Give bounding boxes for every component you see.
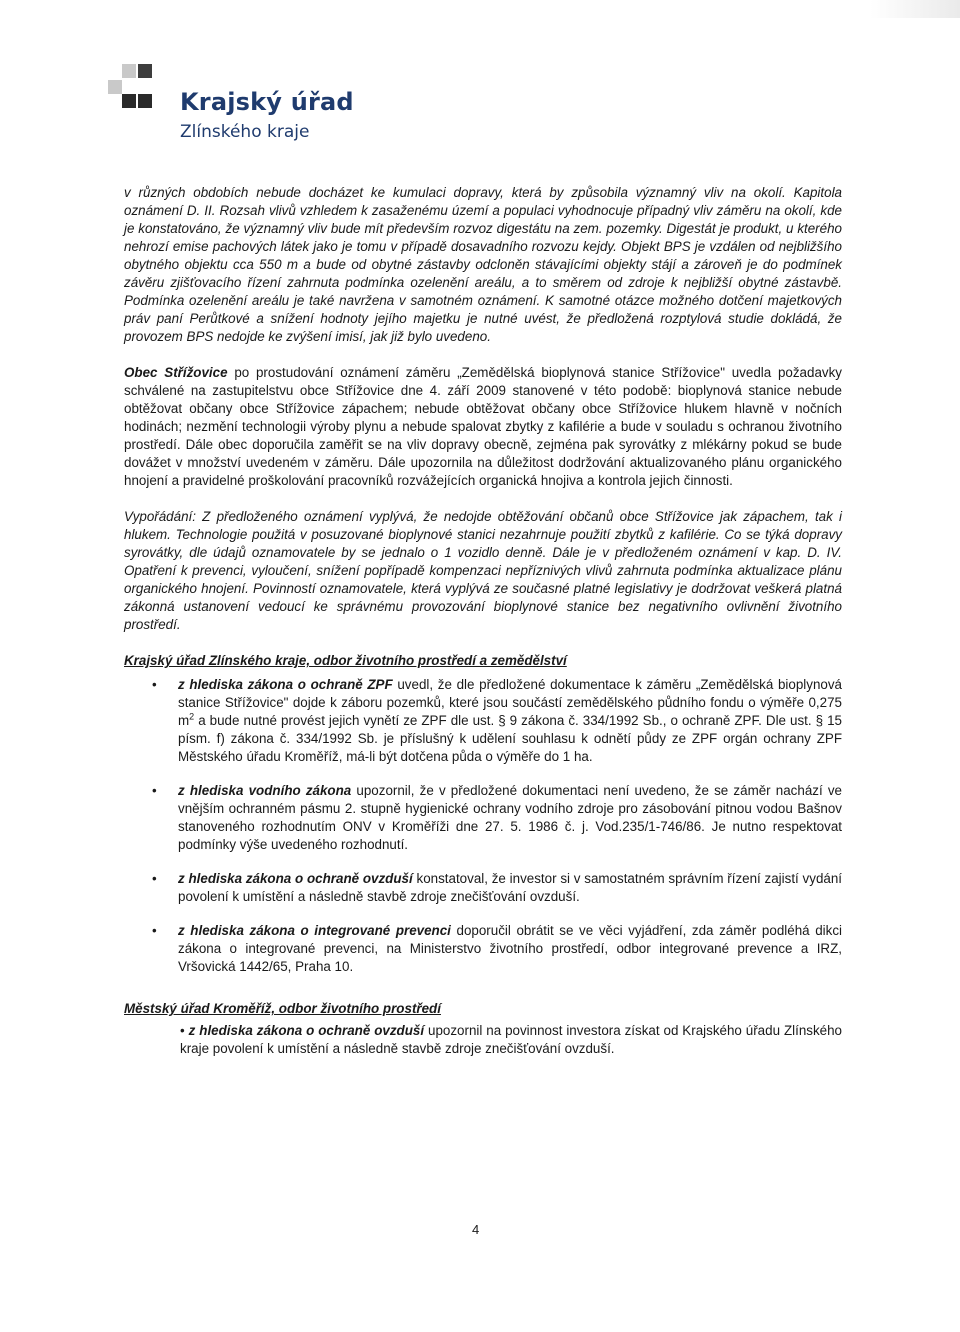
org-subtitle: Zlínského kraje [180, 122, 310, 142]
logo-squares-icon [108, 64, 168, 114]
bullet-icon: • [152, 677, 157, 692]
obec-text: po prostudování oznámení záměru „Zemědělská bioplynová stanice Střížovice" uvedla požadavky schválené na zastupitelstvu obce Střížovice dne 4. září 2009 stanovené v této podobě: bioplynová stanice nebude obtěžovat občany obce Střížovice zápachem; nebude obtěžovat občany obce Střížovice hlukem hlavně v nočních hodinách; nezmění technologii výroby plynu a nebude spalovat zbytky z kafilérie a bude v souladu s ochranou životního prostředí. Dále obec doporučila zaměřit se na vliv dopravy obecně, zejména pak syrovátky z mlékárny pokud se bude dovážet v množství uvedeném v záměru. Dále upozornila na důležitost dodržování aktualizovaného plánu organického hnojení a pravidelné proškolování pracovníků rozvážejících organická hnojiva a kontrola jejich činnosti. [124, 365, 842, 488]
intro-paragraph: v různých obdobích nebude docházet ke kumulaci dopravy, která by způsobila významný vliv na okolí. Kapitola oznámení D. II. Rozsah vlivů vzhledem k zasaženému území a populaci vyhodnocuje případný vliv záměru na okolí, kde je konstatováno, že významný vliv bude mít především rozvoz digestátu na zem. pozemky. Digestát je produkt, u kterého nehrozí emise pachových látek jako je tomu v případě dosavadního rozvozu kejdy. Objekt BPS je vzdálen od nejbližšího obytného objektu cca 550 m a bude od obytné zástavby odcloněn stávajícími objekty stájí a zároveň je do podmínek závěru zjišťovacího řízení zahrnuta podmínka ozelenění areálu, a to směrem od zdroje k nejbližší obytné zástavbě. Podmínka ozelenění areálu je také navržena v samotném oznámení. K samotné otázce možného dotčení majetkových práv paní Perůtkové a snížení hodnoty jejího majetku je nutné uvést, že předložená rozptylová studie dokládá, že provozem BPS nedojde ke zvýšení imisí, jak již bylo uvedeno. [124, 185, 842, 344]
list-item [124, 676, 842, 766]
scan-edge [870, 0, 960, 18]
item-label: z hlediska zákona o ochraně ovzduší [188, 1023, 425, 1038]
list-item [124, 922, 842, 976]
bullet-icon: • [152, 923, 157, 938]
mestsky-heading: Městský úřad Kroměříž, odbor životního prostředí [124, 1001, 441, 1016]
page-number: 4 [472, 1222, 480, 1237]
mestsky-item [180, 1022, 842, 1058]
bullet-icon: • [152, 871, 157, 886]
superscript: 2 [189, 711, 195, 722]
bullet-icon: • [180, 1023, 185, 1038]
krajsky-heading: Krajský úřad Zlínského kraje, odbor životního prostředí a zemědělství [124, 653, 567, 668]
bullet-icon: • [152, 783, 157, 798]
item-label: z hlediska zákona o ochraně ovzduší [178, 871, 413, 886]
list-item [124, 782, 842, 854]
item-text-cont: a bude nutné provést jejich vynětí ze ZPF dle ust. § 9 zákona č. 334/1992 Sb., o ochraně ZPF. Dle ust. § 15 písm. f) zákona č. 334/1992 Sb. je příslušný k udělení souhlasu k odnětí půdy ze ZPF orgán ochrany ZPF Městského úřadu Kroměříž, má-li být dotčena půda o výměře do 1 ha. [178, 713, 842, 764]
obec-paragraph [124, 364, 842, 490]
item-label: z hlediska zákona o integrované prevenci [178, 923, 451, 938]
item-text: konstatoval, že investor si v samostatném správním řízení zajistí vydání povolení k umístění a následně stavbě zdroje znečišťování ovzduší. [178, 871, 843, 904]
org-name: Krajský úřad [180, 88, 354, 116]
krajsky-list [124, 676, 842, 976]
item-text: upozornil na povinnost investora získat od Krajského úřadu Zlínského kraje povolení k umístění a následně stavbě zdroje znečišťování ovzduší. [180, 1023, 843, 1056]
document-body [124, 184, 842, 1058]
item-label: z hlediska vodního zákona [178, 783, 352, 798]
item-text: upozornil, že v předložené dokumentaci není uvedeno, že se záměr nachází ve vnějším ochranném pásmu 2. stupně hygienické ochrany vodního zdroje pro zásobování pitnou vodou Bašnov stanoveného rozhodnutím ONV v Kroměříži dne 27. 5. 1986 č. j. Vod.235/1-746/86. Je nutno respektovat podmínky výše uvedeného rozhodnutí. [178, 783, 842, 852]
vyporadani-paragraph: Vypořádání: Z předloženého oznámení vyplývá, že nedojde obtěžování občanů obce Střížovice jak zápachem, tak i hlukem. Technologie použitá v posuzované bioplynové stanici nezahrnuje použití zbytků z kafilérie. Co se týká dopravy syrovátky, dle údajů oznamovatele by se jednalo o 1 vozidlo denně. Dále je v předloženém oznámení v kap. D. IV. Opatření k prevenci, vyloučení, snížení popřípadě kompenzaci nepříznivých vlivů zahrnuta podmínka aktualizace plánu organického hnojení. Povinností oznamovatele, která vyplývá ze současné platné legislativy je dodržovat veškerá platná zákonná ustanovení vedoucí ke správnému provozování bioplynové stanice bez negativního ovlivnění životního prostředí. [124, 509, 842, 632]
list-item [124, 870, 842, 906]
item-text: uvedl, že dle předložené dokumentace k záměru „Zemědělská bioplynová stanice Střížovice" dojde k záboru pozemků, které jsou součástí zemědělského půdního fondu o výměře 0,275 m [178, 677, 842, 728]
obec-name: Obec Střížovice [124, 365, 228, 380]
item-text: doporučil obrátit se ve věci vyjádření, zda záměr podléhá dikci zákona o integrované prevenci, na Ministerstvo životního prostředí, odbor integrované prevence a IRZ, Vršovická 1442/65, Praha 10. [178, 923, 842, 974]
item-label: z hlediska zákona o ochraně ZPF [178, 677, 393, 692]
